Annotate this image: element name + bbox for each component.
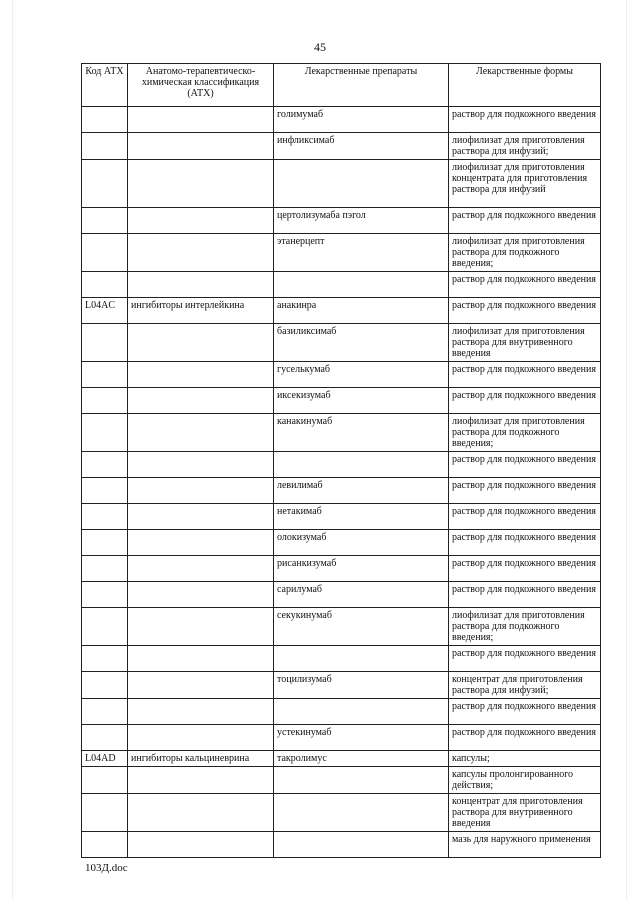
atc-code-cell — [82, 324, 128, 362]
drug-cell — [274, 646, 449, 672]
drug-cell — [274, 767, 449, 794]
dosage-form-cell: мазь для наружного применения — [449, 832, 601, 858]
table-row — [82, 646, 601, 672]
atc-class-cell — [128, 272, 274, 298]
table-row — [82, 767, 601, 794]
header-drugs: Лекарственные препараты — [274, 64, 449, 107]
dosage-form-cell: концентрат для приготовления раствора для инфузий; — [449, 672, 601, 699]
atc-class-cell — [128, 324, 274, 362]
drug-cell: сарилумаб — [274, 582, 449, 608]
atc-code-cell — [82, 388, 128, 414]
header-atc-code: Код АТХ — [82, 64, 128, 107]
drug-cell: тоцилизумаб — [274, 672, 449, 699]
scan-margin-right — [626, 0, 627, 899]
drug-cell — [274, 452, 449, 478]
drug-cell: иксекизумаб — [274, 388, 449, 414]
drug-cell: левилимаб — [274, 478, 449, 504]
drug-cell — [274, 699, 449, 725]
table-row — [82, 324, 601, 362]
table-body — [82, 107, 601, 858]
atc-class-cell — [128, 478, 274, 504]
atc-class-cell: ингибиторы кальциневрина — [128, 751, 274, 767]
dosage-form-cell: раствор для подкожного введения — [449, 478, 601, 504]
atc-code-cell — [82, 608, 128, 646]
atc-class-cell — [128, 767, 274, 794]
atc-code-cell — [82, 646, 128, 672]
atc-code-cell — [82, 582, 128, 608]
dosage-form-cell: лиофилизат для приготовления раствора для подкожного введения; — [449, 414, 601, 452]
table-header-row — [82, 64, 601, 107]
table-row — [82, 107, 601, 133]
dosage-form-cell: концентрат для приготовления раствора для внутривенного введения — [449, 794, 601, 832]
atc-class-cell — [128, 234, 274, 272]
atc-class-cell — [128, 107, 274, 133]
drug-cell: секукинумаб — [274, 608, 449, 646]
atc-code-cell — [82, 556, 128, 582]
atc-code-cell: L04AC — [82, 298, 128, 324]
dosage-form-cell: раствор для подкожного введения — [449, 107, 601, 133]
dosage-form-cell: лиофилизат для приготовления раствора для подкожного введения; — [449, 608, 601, 646]
dosage-form-cell: капсулы пролонгированного действия; — [449, 767, 601, 794]
atc-code-cell — [82, 672, 128, 699]
atc-code-cell — [82, 362, 128, 388]
header-atc-classification: Анатомо-терапевтическо-химическая классификация (АТХ) — [128, 64, 274, 107]
atc-code-cell — [82, 530, 128, 556]
table-row — [82, 414, 601, 452]
table-row — [82, 452, 601, 478]
atc-class-cell — [128, 414, 274, 452]
table-row — [82, 751, 601, 767]
dosage-form-cell: раствор для подкожного введения — [449, 556, 601, 582]
dosage-form-cell: раствор для подкожного введения — [449, 582, 601, 608]
drug-cell — [274, 272, 449, 298]
atc-code-cell — [82, 504, 128, 530]
table-row — [82, 298, 601, 324]
atc-code-cell — [82, 767, 128, 794]
atc-code-cell — [82, 794, 128, 832]
drug-cell: нетакимаб — [274, 504, 449, 530]
atc-code-cell — [82, 452, 128, 478]
atc-class-cell — [128, 160, 274, 208]
atc-class-cell — [128, 794, 274, 832]
atc-class-cell — [128, 208, 274, 234]
drug-cell: рисанкизумаб — [274, 556, 449, 582]
atc-code-cell — [82, 699, 128, 725]
drug-cell: анакинра — [274, 298, 449, 324]
dosage-form-cell: раствор для подкожного введения — [449, 504, 601, 530]
dosage-form-cell: лиофилизат для приготовления концентрата для приготовления раствора для инфузий — [449, 160, 601, 208]
atc-code-cell — [82, 478, 128, 504]
table-row — [82, 388, 601, 414]
table-row — [82, 478, 601, 504]
atc-class-cell: ингибиторы интерлейкина — [128, 298, 274, 324]
drug-classification-table — [81, 63, 601, 858]
table-row — [82, 362, 601, 388]
drug-cell: цертолизумаба пэгол — [274, 208, 449, 234]
atc-class-cell — [128, 556, 274, 582]
dosage-form-cell: раствор для подкожного введения — [449, 208, 601, 234]
drug-cell: базиликсимаб — [274, 324, 449, 362]
dosage-form-cell: раствор для подкожного введения — [449, 646, 601, 672]
table-row — [82, 608, 601, 646]
dosage-form-cell: раствор для подкожного введения — [449, 530, 601, 556]
atc-class-cell — [128, 504, 274, 530]
atc-code-cell — [82, 414, 128, 452]
drug-cell: устекинумаб — [274, 725, 449, 751]
atc-class-cell — [128, 582, 274, 608]
atc-class-cell — [128, 388, 274, 414]
scan-margin-left — [12, 0, 13, 899]
table-row — [82, 208, 601, 234]
atc-code-cell — [82, 133, 128, 160]
dosage-form-cell: раствор для подкожного введения — [449, 272, 601, 298]
drug-cell: такролимус — [274, 751, 449, 767]
atc-code-cell — [82, 234, 128, 272]
atc-class-cell — [128, 362, 274, 388]
atc-class-cell — [128, 699, 274, 725]
atc-code-cell — [82, 107, 128, 133]
table-row — [82, 725, 601, 751]
atc-class-cell — [128, 646, 274, 672]
atc-class-cell — [128, 608, 274, 646]
table-row — [82, 272, 601, 298]
table-row — [82, 794, 601, 832]
drug-cell: гуселькумаб — [274, 362, 449, 388]
table-row — [82, 699, 601, 725]
dosage-form-cell: раствор для подкожного введения — [449, 362, 601, 388]
atc-class-cell — [128, 133, 274, 160]
dosage-form-cell: раствор для подкожного введения — [449, 725, 601, 751]
drug-cell: олокизумаб — [274, 530, 449, 556]
atc-class-cell — [128, 530, 274, 556]
dosage-form-cell: лиофилизат для приготовления раствора для подкожного введения; — [449, 234, 601, 272]
drug-cell — [274, 832, 449, 858]
table-row — [82, 832, 601, 858]
dosage-form-cell: раствор для подкожного введения — [449, 298, 601, 324]
footer-filename: 103Д.doc — [85, 862, 128, 874]
dosage-form-cell: раствор для подкожного введения — [449, 699, 601, 725]
dosage-form-cell: капсулы; — [449, 751, 601, 767]
atc-code-cell — [82, 160, 128, 208]
atc-code-cell — [82, 832, 128, 858]
drug-cell: канакинумаб — [274, 414, 449, 452]
drug-cell: голимумаб — [274, 107, 449, 133]
table-row — [82, 133, 601, 160]
table-row — [82, 160, 601, 208]
table-row — [82, 530, 601, 556]
table-row — [82, 672, 601, 699]
dosage-form-cell: раствор для подкожного введения — [449, 388, 601, 414]
atc-class-cell — [128, 452, 274, 478]
table-row — [82, 234, 601, 272]
drug-cell — [274, 794, 449, 832]
atc-class-cell — [128, 672, 274, 699]
atc-code-cell — [82, 208, 128, 234]
drug-cell: инфликсимаб — [274, 133, 449, 160]
dosage-form-cell: раствор для подкожного введения — [449, 452, 601, 478]
dosage-form-cell: лиофилизат для приготовления раствора для инфузий; — [449, 133, 601, 160]
table-row — [82, 504, 601, 530]
table-row — [82, 556, 601, 582]
drug-cell: этанерцепт — [274, 234, 449, 272]
dosage-form-cell: лиофилизат для приготовления раствора для внутривенного введения — [449, 324, 601, 362]
atc-code-cell — [82, 272, 128, 298]
table-row — [82, 582, 601, 608]
atc-class-cell — [128, 832, 274, 858]
atc-code-cell: L04AD — [82, 751, 128, 767]
atc-code-cell — [82, 725, 128, 751]
atc-class-cell — [128, 725, 274, 751]
drug-cell — [274, 160, 449, 208]
page-number: 45 — [314, 40, 326, 54]
header-dosage-forms: Лекарственные формы — [449, 64, 601, 107]
